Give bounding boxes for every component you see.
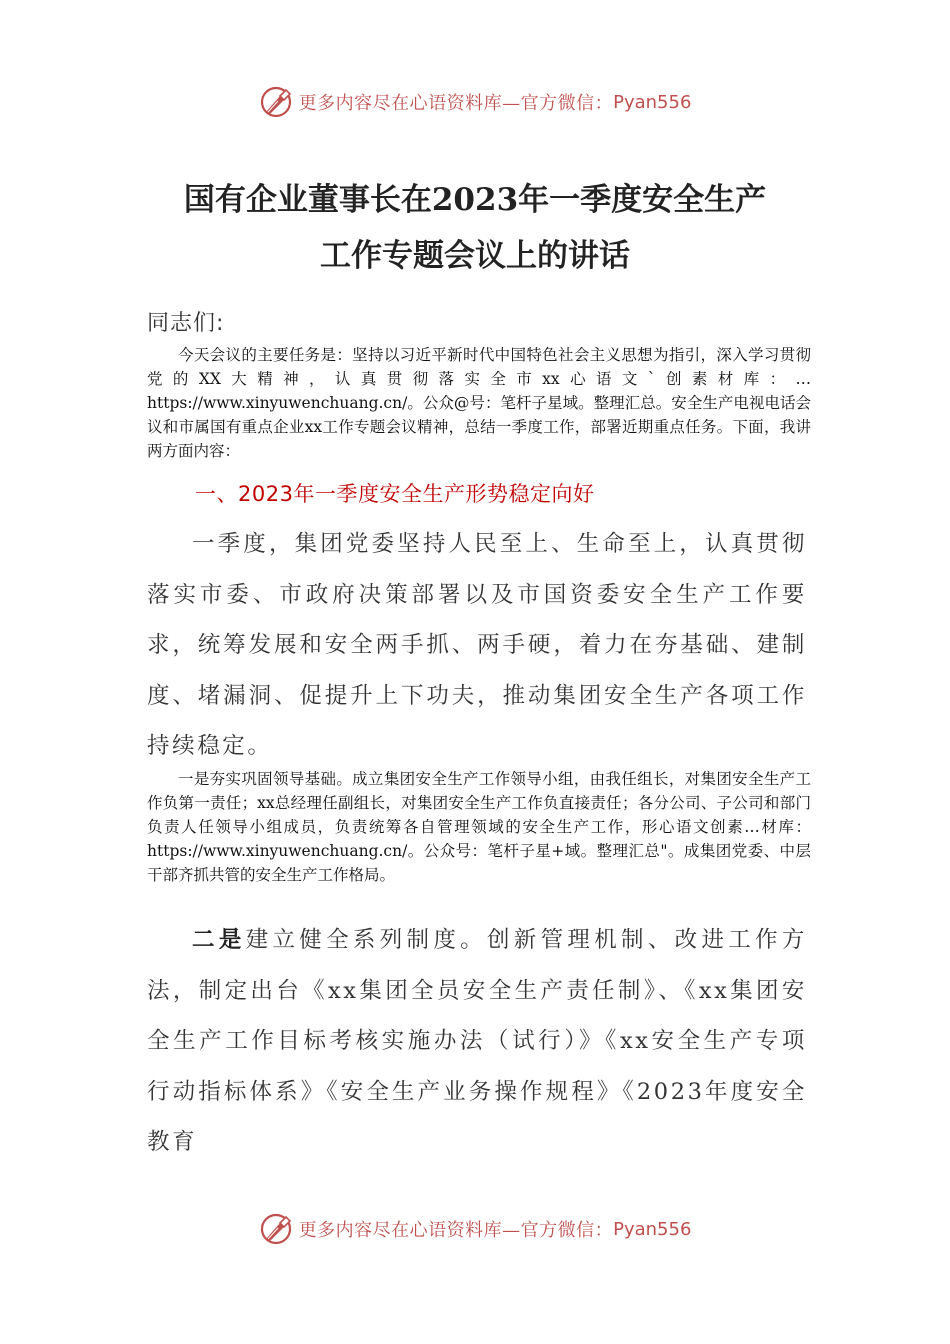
point-2-lead: 二是 (192, 927, 246, 953)
watermark-text: 更多内容尽在心语资料库—官方微信： (298, 1220, 614, 1241)
paragraph-point-1: 一是夯实巩固领导基础。成立集团安全生产工作领导小组，由我任组长，对集团安全生产工作负第一责任；xx总经理任副组长，对集团安全生产工作负直接责任；各分公司、子公司和部门负责人任领导小组成员，负责统筹各自管理领域的安全生产工作，形心语文创素…材库：https://www.xinyuwenchuang.cn/。公众号：笔杆子星+域。整理汇总"。成集团党委、中层干部齐抓共管的安全生产工作格局。 (147, 770, 811, 884)
watermark-banner-bottom (0, 1209, 950, 1249)
watermark-text: 更多内容尽在心语资料库—官方微信： (298, 93, 614, 114)
document-title (0, 172, 950, 284)
watermark-banner-top (0, 82, 950, 122)
point-2-text: 建立健全系列制度。创新管理机制、改进工作方法，制定出台《xx集团全员安全生产责任制》、《xx集团安全生产工作目标考核实施办法（试行）》《xx安全生产专项行动指标体系》《安全生产业务操作规程》《2023年度安全教育 (147, 927, 808, 1155)
section-heading-1: 一、2023年一季度安全生产形势稳定向好 (195, 482, 595, 506)
watermark-wechat: Pyan556 (613, 91, 692, 113)
salutation: 同志们: (147, 311, 225, 336)
title-line-1: 国有企业董事长在2023年一季度安全生产 (183, 182, 767, 218)
title-line-2: 工作专题会议上的讲话 (320, 238, 630, 274)
fountain-pen-logo-icon (259, 85, 293, 119)
paragraph-intro: 今天会议的主要任务是：坚持以习近平新时代中国特色社会主义思想为指引，深入学习贯彻党的XX大精神，认真贯彻落实全市xx心语文`创素材库：…https://www.xinyuwenchuang.cn/。公众@号：笔杆子星域。整理汇总。安全生产电视电话会议和市属国有重点企业xx工作专题会议精神，总结一季度工作，部署近期重点任务。下面，我讲两方面内容： (147, 346, 811, 460)
watermark-wechat: Pyan556 (613, 1218, 692, 1240)
paragraph-summary: 一季度，集团党委坚持人民至上、生命至上，认真贯彻落实市委、市政府决策部署以及市国资委安全生产工作要求，统筹发展和安全两手抓、两手硬，着力在夯基础、建制度、堵漏洞、促提升上下功夫，推动集团安全生产各项工作持续稳定。 (147, 531, 807, 759)
paragraph-point-2 (147, 915, 807, 1168)
fountain-pen-logo-icon (259, 1212, 293, 1246)
